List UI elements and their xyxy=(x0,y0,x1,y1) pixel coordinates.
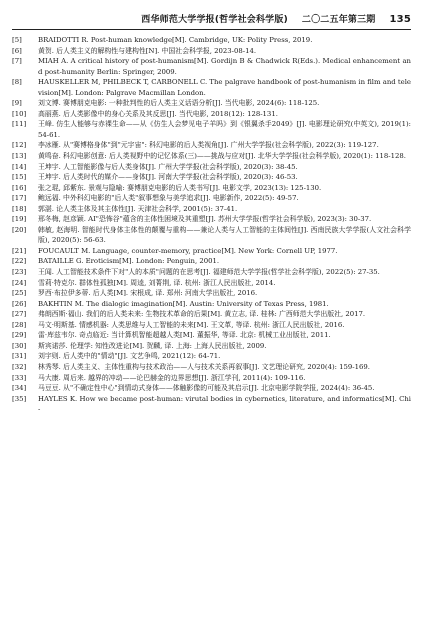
reference-entry xyxy=(12,394,411,415)
reference-number: [24] xyxy=(12,278,27,287)
reference-text: 弗朗西斯·福山. 我们的后人类未来: 生物技术革命的后果[M]. 黄立志, 译. 桂林: 广西师范大学出版社, 2017. xyxy=(38,310,366,319)
reference-text: 邢冬梅, 赵彦颖. AI"恐怖谷"蕴含的主体性困境及其重塑[J]. 苏州大学学报(哲学社会科学版), 2023(3): 30-37. xyxy=(38,215,372,224)
reference-list xyxy=(12,30,411,415)
reference-text: 刘文博. 赛博朋克电影: 一种批判性的后人类主义话语分析[J]. 当代电影, 2024(6): 118-125. xyxy=(38,99,320,108)
journal-title: 西华师范大学学报(哲学社会科学版) xyxy=(141,15,288,25)
reference-text: 刘宇则. 后人类中的"情动"[J]. 文艺争鸣, 2021(12): 64-71. xyxy=(38,352,221,361)
reference-number: [10] xyxy=(12,109,27,118)
reference-number: [17] xyxy=(12,194,27,203)
reference-text: BRAIDOTTI R. Post-human knowledge[M]. Cambridge, UK: Polity Press, 2019. xyxy=(38,36,313,44)
reference-number: [7] xyxy=(12,57,22,66)
reference-entry xyxy=(12,288,411,299)
reference-entry xyxy=(12,267,411,278)
reference-number: [14] xyxy=(12,162,27,171)
issue-label: 二〇二五年第三期 xyxy=(301,15,376,25)
reference-text: 王闻. 人工智能技术条件下对"人的本质"问题的在思考[J]. 福建师范大学学报(哲学社会科学版), 2022(5): 27-35. xyxy=(38,268,380,277)
reference-entry xyxy=(12,351,411,362)
reference-entry xyxy=(12,172,411,183)
reference-text: 雪莉·特克尔. 群体性孤独[M]. 周逵, 刘菁荆, 译. 杭州: 浙江人民出版社, 2014. xyxy=(38,278,276,287)
reference-number: [5] xyxy=(12,36,22,44)
reference-entry xyxy=(12,246,411,257)
reference-entry xyxy=(12,162,411,173)
reference-number: [16] xyxy=(12,183,27,192)
reference-entry xyxy=(12,46,411,57)
reference-entry xyxy=(12,214,411,225)
reference-entry xyxy=(12,225,411,246)
reference-entry xyxy=(12,278,411,289)
reference-text: 王坤宇. 后人类时代的媒介——身体[J]. 河南大学学报(社会科学版), 2020(3): 46-53. xyxy=(38,173,298,182)
reference-number: [9] xyxy=(12,99,22,108)
reference-text: 马豆豆. 从"不确定性中心"到情动式身体——体触影像的可能及其启示[J]. 北京电影学院学报, 2024(4): 36-45. xyxy=(38,384,375,393)
reference-number: [28] xyxy=(12,320,27,329)
reference-entry xyxy=(12,320,411,331)
reference-text: BAKHTIN M. The dialogic imagination[M]. Austin: University of Texas Press, 1981. xyxy=(38,299,329,308)
reference-text: MIAH A. A critical history of post-humanism[M]. Gordijn B & Chadwick R(Eds.). Medical enhancement and post-humanity Berlin: Springer, 2009. xyxy=(38,57,411,76)
reference-entry xyxy=(12,341,411,352)
reference-number: [18] xyxy=(12,204,27,213)
reference-number: [13] xyxy=(12,152,27,161)
reference-entry xyxy=(12,109,411,120)
reference-entry xyxy=(12,98,411,109)
reference-text: 王坤宇. 人工智能影像与后人类身体[J]. 广州大学学报(社会科学版), 2020(3): 38-45. xyxy=(38,162,298,171)
reference-number: [31] xyxy=(12,352,27,361)
reference-number: [35] xyxy=(12,394,27,403)
reference-number: [29] xyxy=(12,331,27,340)
reference-entry xyxy=(12,56,411,77)
reference-entry xyxy=(12,383,411,394)
reference-text: 雷·库兹韦尔. 奇点临近: 当计算机智能超越人类[M]. 董振华, 等译. 北京: 机械工业出版社, 2011. xyxy=(38,331,331,340)
reference-text: 罗西·布拉伊多蒂. 后人类[M]. 宋根成, 译. 郑州: 河南大学出版社, 2016. xyxy=(38,289,258,298)
running-header xyxy=(12,0,411,30)
reference-entry xyxy=(12,330,411,341)
reference-number: [27] xyxy=(12,310,27,319)
reference-number: [33] xyxy=(12,373,27,382)
reference-number: [22] xyxy=(12,257,27,266)
reference-number: [11] xyxy=(12,120,27,129)
reference-number: [30] xyxy=(12,341,27,350)
reference-number: [34] xyxy=(12,384,27,393)
reference-text: 马文·明斯基. 情感机器: 人类思维与人工智能的未来[M]. 王文革, 等译. 杭州: 浙江人民出版社, 2016. xyxy=(38,320,345,329)
reference-number: [23] xyxy=(12,268,27,277)
reference-entry xyxy=(12,119,411,140)
reference-text: 黄贺. 后人类主义的解构性与建构性[N]. 中国社会科学报, 2023-08-14. xyxy=(38,46,257,55)
reference-entry xyxy=(12,151,411,162)
reference-text: 林秀琴. 后人类主义、主体性重构与技术政治——人与技术关系再叙事[J]. 文艺理论研究, 2020(4): 159-169. xyxy=(38,362,370,371)
reference-text: 马大康. 周后来. 越界的冲动——论巴赫金的边界思想[J]. 浙江学刊, 2011(4): 109-116. xyxy=(38,373,306,382)
reference-entry xyxy=(12,77,411,98)
reference-text: FOUCAULT M. Language, counter-memory, practice[M]. New York: Cornell UP, 1977. xyxy=(38,246,338,255)
reference-text: 黄鸣奋. 科幻电影创意: 后人类视野中的记忆体系(三)——挑战与应对[J]. 北华大学学报(社会科学版), 2020(1): 118-128. xyxy=(38,152,406,161)
reference-text: 高丽燕. 后人类影像中的身心关系及其反思[J]. 当代电影, 2018(12): 128-131. xyxy=(38,109,278,118)
reference-entry xyxy=(12,309,411,320)
reference-entry xyxy=(12,373,411,384)
reference-number: [8] xyxy=(12,78,22,87)
reference-number: [19] xyxy=(12,215,27,224)
reference-number: [15] xyxy=(12,173,27,182)
reference-number: [21] xyxy=(12,246,27,255)
reference-text: 斯宾诺莎. 伦理学: 知性改进论[M]. 贺麟, 译. 上海: 上海人民出版社, 2009. xyxy=(38,341,267,350)
reference-number: [12] xyxy=(12,141,27,150)
reference-entry xyxy=(12,256,411,267)
reference-entry xyxy=(12,204,411,215)
reference-text: BATAILLE G. Eroticism[M]. London: Penguin, 2001. xyxy=(38,257,220,266)
reference-entry xyxy=(12,140,411,151)
reference-entry xyxy=(12,193,411,204)
reference-entry xyxy=(12,362,411,373)
page-number: 135 xyxy=(389,14,411,25)
reference-text: HAYLES K. How we became post-human: virutal bodies in cybernetics, literature, and informatics[M]. Chi- xyxy=(38,394,411,414)
reference-text: HAUSKELLER M, PHILBECK T, CARBONELL C. The palgrave handbook of post-humanism in film and television[M]. London: Palgrave Macmillan London. xyxy=(38,78,411,97)
reference-entry xyxy=(12,299,411,310)
reference-number: [32] xyxy=(12,362,27,371)
reference-entry xyxy=(12,35,411,46)
reference-text: 张之琨, 邱紫东. 景观与隐喻: 赛博朋克电影的后人类书写[J]. 电影文学, 2023(13): 125-130. xyxy=(38,183,322,192)
reference-number: [6] xyxy=(12,46,22,55)
reference-number: [25] xyxy=(12,289,27,298)
reference-text: 郭湛. 论人类主体及其主体性[J]. 天津社会科学, 2001(5): 37-41. xyxy=(38,204,238,213)
reference-text: 韩敏, 赵海明. 智能时代身体主体性的颠覆与重构——兼论人类与人工智能的主体间性[J]. 西南民族大学学报(人文社会科学版), 2020(5): 56-63. xyxy=(38,225,411,245)
reference-number: [26] xyxy=(12,299,27,308)
reference-entry xyxy=(12,183,411,194)
reference-text: 王峰. 仿生人能够与赤裸生命——从《仿生人会梦见电子羊吗》到《银翼杀手2049》[J]. 电影理论研究(中英文), 2019(1): 54-61. xyxy=(38,120,411,139)
reference-text: 李冰雁. 从"赛博格身体"到"元宇宙": 科幻电影的后人类视角[J]. 广州大学学报(社会科学版), 2022(3): 119-127. xyxy=(38,141,379,150)
reference-text: 鲍远福. 中外科幻电影的"后人类"叙事想象与美学追求[J]. 电影新作, 2022(5): 49-57. xyxy=(38,194,299,203)
reference-number: [20] xyxy=(12,225,27,234)
